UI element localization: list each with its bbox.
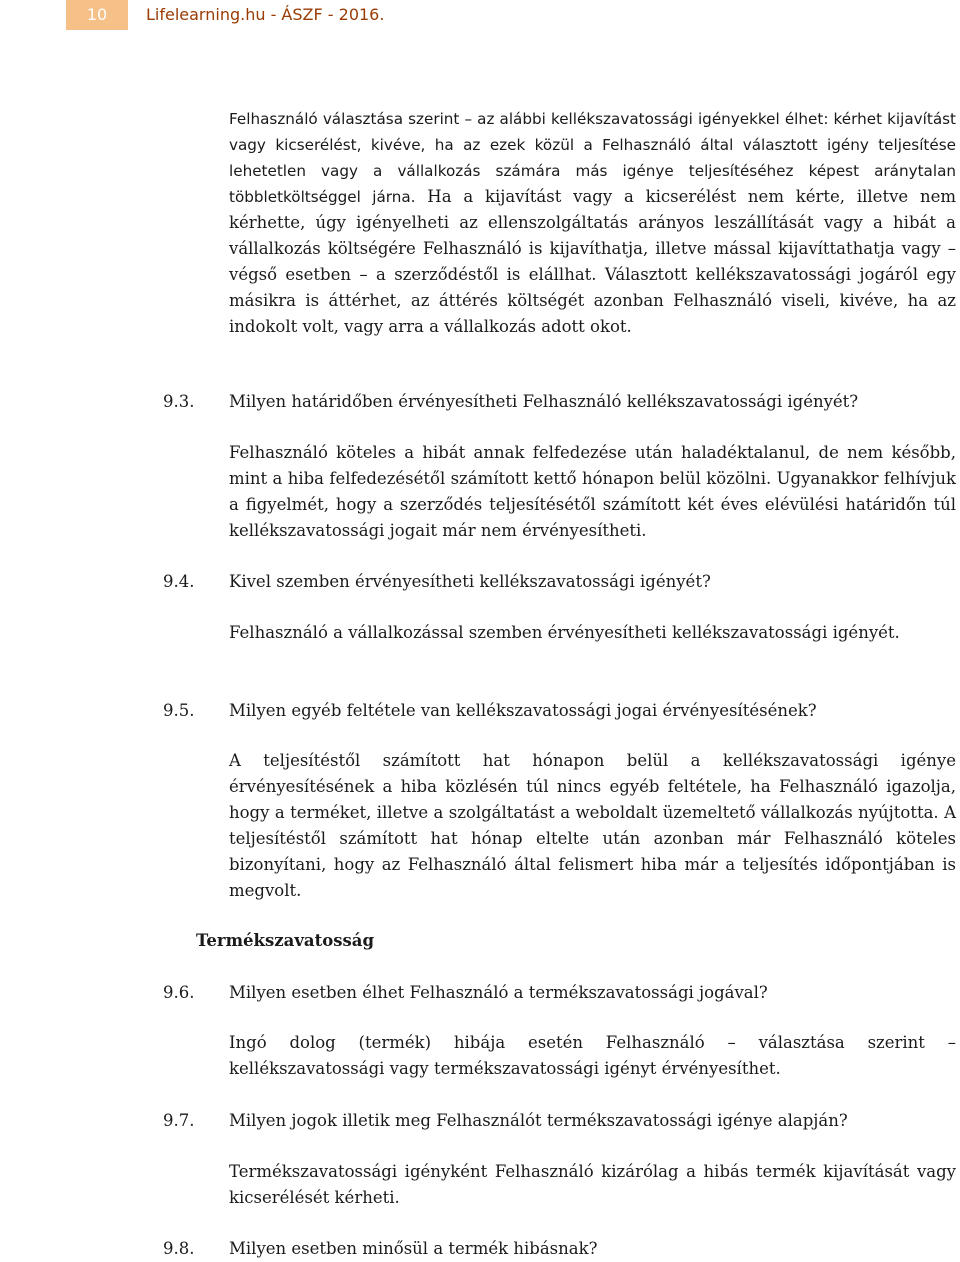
answer-9-4: Felhasználó a vállalkozással szemben érvényesítheti kellékszavatossági igényét.	[229, 623, 900, 642]
paragraph-part-serif: Ha a kijavítást vagy a kicserélést nem kérte, illetve nem kérhette, úgy igényelheti az ellenszolgáltatás arányos leszállítását vagy a hibát a vállalkozás költségére Felhasználó is kijavíthatja, illetve mással kijavíttathatja vagy – végső esetben – a szerződéstől is elállhat. Választott kellékszavatossági jogáról egy másikra is áttérhet, az áttérés költségét azonban Felhasználó viseli, kivéve, ha az indokolt volt, vagy arra a vállalkozás adott okot.	[229, 187, 956, 336]
question-number: 9.7.	[163, 1111, 195, 1130]
question-number: 9.3.	[163, 392, 195, 411]
answer-9-5: A teljesítéstől számított hat hónapon belül a kellékszavatossági igénye érvényesítésének a hiba közlésén túl nincs egyéb feltétele, ha Felhasználó igazolja, hogy a terméket, illetve a szolgáltatást a weboldalt üzemeltető vállalkozás nyújtotta. A teljesítéstől számított hat hónap eltelte után azonban már Felhasználó köteles bizonyítani, hogy az Felhasználó által felismert hiba már a teljesítés időpontjában is megvolt.	[229, 751, 956, 900]
question-9-7	[163, 1108, 848, 1134]
paragraph-part-sans: Felhasználó választása szerint – az alábbi kellékszavatossági igényekkel élhet: kérhet kijavítást vagy kicserélést, kivéve, ha az ezek közül a Felhasználó által választott igény teljesítése lehetetlen vagy a vállalkozás számára más igénye teljesítéséhez képest aránytalan többletköltséggel járna.	[229, 110, 956, 206]
question-text: Milyen esetben minősül a termék hibásnak?	[229, 1239, 598, 1258]
question-number: 9.5.	[163, 701, 195, 720]
question-9-5	[163, 698, 817, 724]
question-9-8	[163, 1236, 597, 1262]
running-head: Lifelearning.hu - ÁSZF - 2016.	[146, 5, 385, 24]
page-number-badge: 10	[66, 0, 128, 30]
answer-9-6: Ingó dolog (termék) hibája esetén Felhasználó – választása szerint – kellékszavatossági vagy termékszavatossági igényt érvényesíthet.	[229, 1033, 956, 1078]
question-number: 9.6.	[163, 983, 195, 1002]
question-9-3	[163, 389, 858, 415]
question-number: 9.4.	[163, 572, 195, 591]
section-title: Termékszavatosság	[196, 931, 375, 950]
question-text: Milyen esetben élhet Felhasználó a termékszavatossági jogával?	[229, 983, 768, 1002]
question-9-6	[163, 980, 768, 1006]
question-number: 9.8.	[163, 1239, 195, 1258]
paragraph-9-2-answer	[229, 106, 956, 340]
question-text: Milyen egyéb feltétele van kellékszavatossági jogai érvényesítésének?	[229, 701, 817, 720]
question-text: Kivel szemben érvényesítheti kellékszavatossági igényét?	[229, 572, 711, 591]
answer-9-7: Termékszavatossági igényként Felhasználó kizárólag a hibás termék kijavítását vagy kicserélését kérheti.	[229, 1162, 956, 1207]
question-text: Milyen jogok illetik meg Felhasználót termékszavatossági igénye alapján?	[229, 1111, 848, 1130]
question-9-4	[163, 569, 711, 595]
question-text: Milyen határidőben érvényesítheti Felhasználó kellékszavatossági igényét?	[229, 392, 859, 411]
answer-9-3: Felhasználó köteles a hibát annak felfedezése után haladéktalanul, de nem később, mint a hiba felfedezésétől számított kettő hónapon belül közölni. Ugyanakkor felhívjuk a figyelmét, hogy a szerződés teljesítésétől számított két éves elévülési határidőn túl kellékszavatossági jogait már nem érvényesítheti.	[229, 443, 956, 540]
page-header	[0, 0, 960, 32]
